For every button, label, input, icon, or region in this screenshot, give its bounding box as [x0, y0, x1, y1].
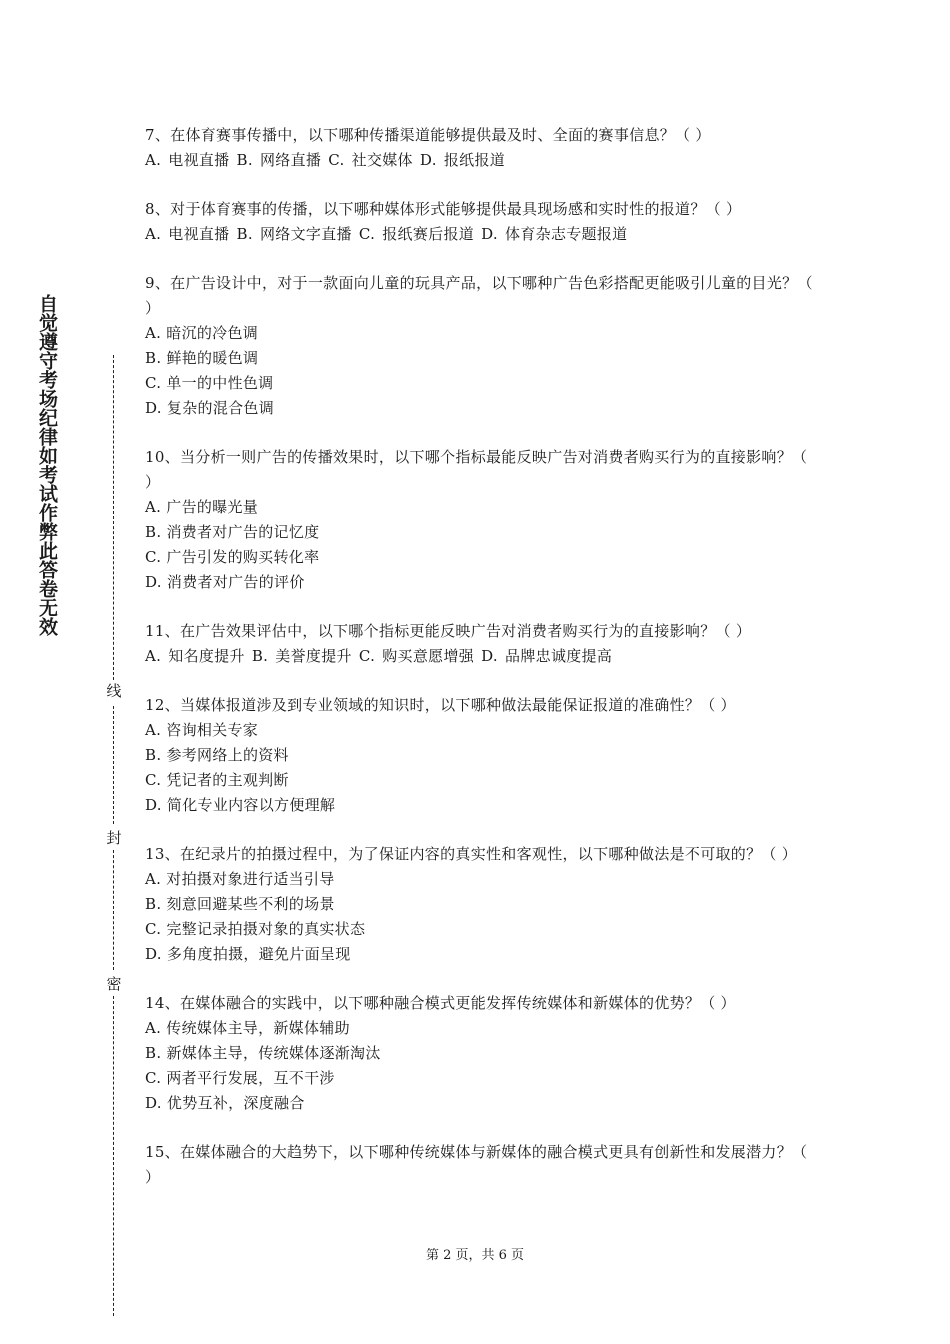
- binding-mark-line: 线: [104, 683, 124, 699]
- binding-mark-seal: 封: [104, 830, 124, 846]
- binding-dashed-line: [113, 355, 114, 680]
- option-d: D. 复杂的混合色调: [145, 399, 275, 417]
- question-15: [145, 1140, 815, 1190]
- question-text: 7、在体育赛事传播中，以下哪种传播渠道能够提供最及时、全面的赛事信息？（ ）: [145, 126, 711, 144]
- question-8: [145, 197, 815, 247]
- option-b: B. 参考网络上的资料: [145, 746, 289, 764]
- option-d: D. 优势互补，深度融合: [145, 1094, 305, 1112]
- option-d: D. 简化专业内容以方便理解: [145, 796, 336, 814]
- question-11: [145, 619, 815, 669]
- option-c: C. 凭记者的主观判断: [145, 771, 289, 789]
- option-a: A. 暗沉的冷色调: [145, 324, 259, 342]
- options-inline: A. 知名度提升 B. 美誉度提升 C. 购买意愿增强 D. 品牌忠诚度提高: [145, 647, 613, 665]
- question-text: 14、在媒体融合的实践中，以下哪种融合模式更能发挥传统媒体和新媒体的优势？（ ）: [145, 994, 736, 1012]
- binding-dashed-line: [113, 706, 114, 824]
- question-10: [145, 445, 815, 595]
- question-14: [145, 991, 815, 1116]
- page-number-footer: 第 2 页，共 6 页: [425, 1248, 525, 1263]
- option-b: B. 鲜艳的暖色调: [145, 349, 259, 367]
- question-text: 12、当媒体报道涉及到专业领域的知识时，以下哪种做法最能保证报道的准确性？（ ）: [145, 696, 736, 714]
- option-c: C. 单一的中性色调: [145, 374, 274, 392]
- options-inline: A. 电视直播 B. 网络文字直播 C. 报纸赛后报道 D. 体育杂志专题报道: [145, 225, 628, 243]
- option-a: A. 传统媒体主导，新媒体辅助: [145, 1019, 350, 1037]
- options-inline: A. 电视直播 B. 网络直播 C. 社交媒体 D. 报纸报道: [145, 151, 506, 169]
- option-c: C. 两者平行发展，互不干涉: [145, 1069, 335, 1087]
- option-d: D. 消费者对广告的评价: [145, 573, 305, 591]
- option-b: B. 消费者对广告的记忆度: [145, 523, 320, 541]
- question-text: 8、对于体育赛事的传播，以下哪种媒体形式能够提供最具现场感和实时性的报道？（ ）: [145, 200, 742, 218]
- question-7: [145, 123, 815, 173]
- question-13: [145, 842, 815, 967]
- question-text: 11、在广告效果评估中，以下哪个指标更能反映广告对消费者购买行为的直接影响？（ ）: [145, 622, 752, 640]
- question-9: [145, 271, 815, 421]
- binding-mark-secret: 密: [104, 976, 124, 992]
- question-list: [145, 123, 815, 1214]
- exam-discipline-notice: 自觉遵守考场纪律如考试作弊此答卷无效: [36, 294, 58, 636]
- option-c: C. 广告引发的购买转化率: [145, 548, 320, 566]
- option-b: B. 刻意回避某些不利的场景: [145, 895, 335, 913]
- question-text: 13、在纪录片的拍摄过程中，为了保证内容的真实性和客观性，以下哪种做法是不可取的？（ ）: [145, 845, 798, 863]
- option-a: A. 咨询相关专家: [145, 721, 259, 739]
- question-text: 9、在广告设计中，对于一款面向儿童的玩具产品，以下哪种广告色彩搭配更能吸引儿童的目光？（ ）: [145, 274, 813, 317]
- binding-dashed-line: [113, 850, 114, 970]
- binding-dashed-line: [113, 996, 114, 1316]
- option-a: A. 对拍摄对象进行适当引导: [145, 870, 335, 888]
- question-12: [145, 693, 815, 818]
- question-text: 10、当分析一则广告的传播效果时，以下哪个指标最能反映广告对消费者购买行为的直接影响？（ ）: [145, 448, 808, 491]
- option-b: B. 新媒体主导，传统媒体逐渐淘汰: [145, 1044, 381, 1062]
- option-d: D. 多角度拍摄，避免片面呈现: [145, 945, 351, 963]
- option-c: C. 完整记录拍摄对象的真实状态: [145, 920, 366, 938]
- option-a: A. 广告的曝光量: [145, 498, 259, 516]
- question-text: 15、在媒体融合的大趋势下，以下哪种传统媒体与新媒体的融合模式更具有创新性和发展潜力？（ ）: [145, 1143, 808, 1186]
